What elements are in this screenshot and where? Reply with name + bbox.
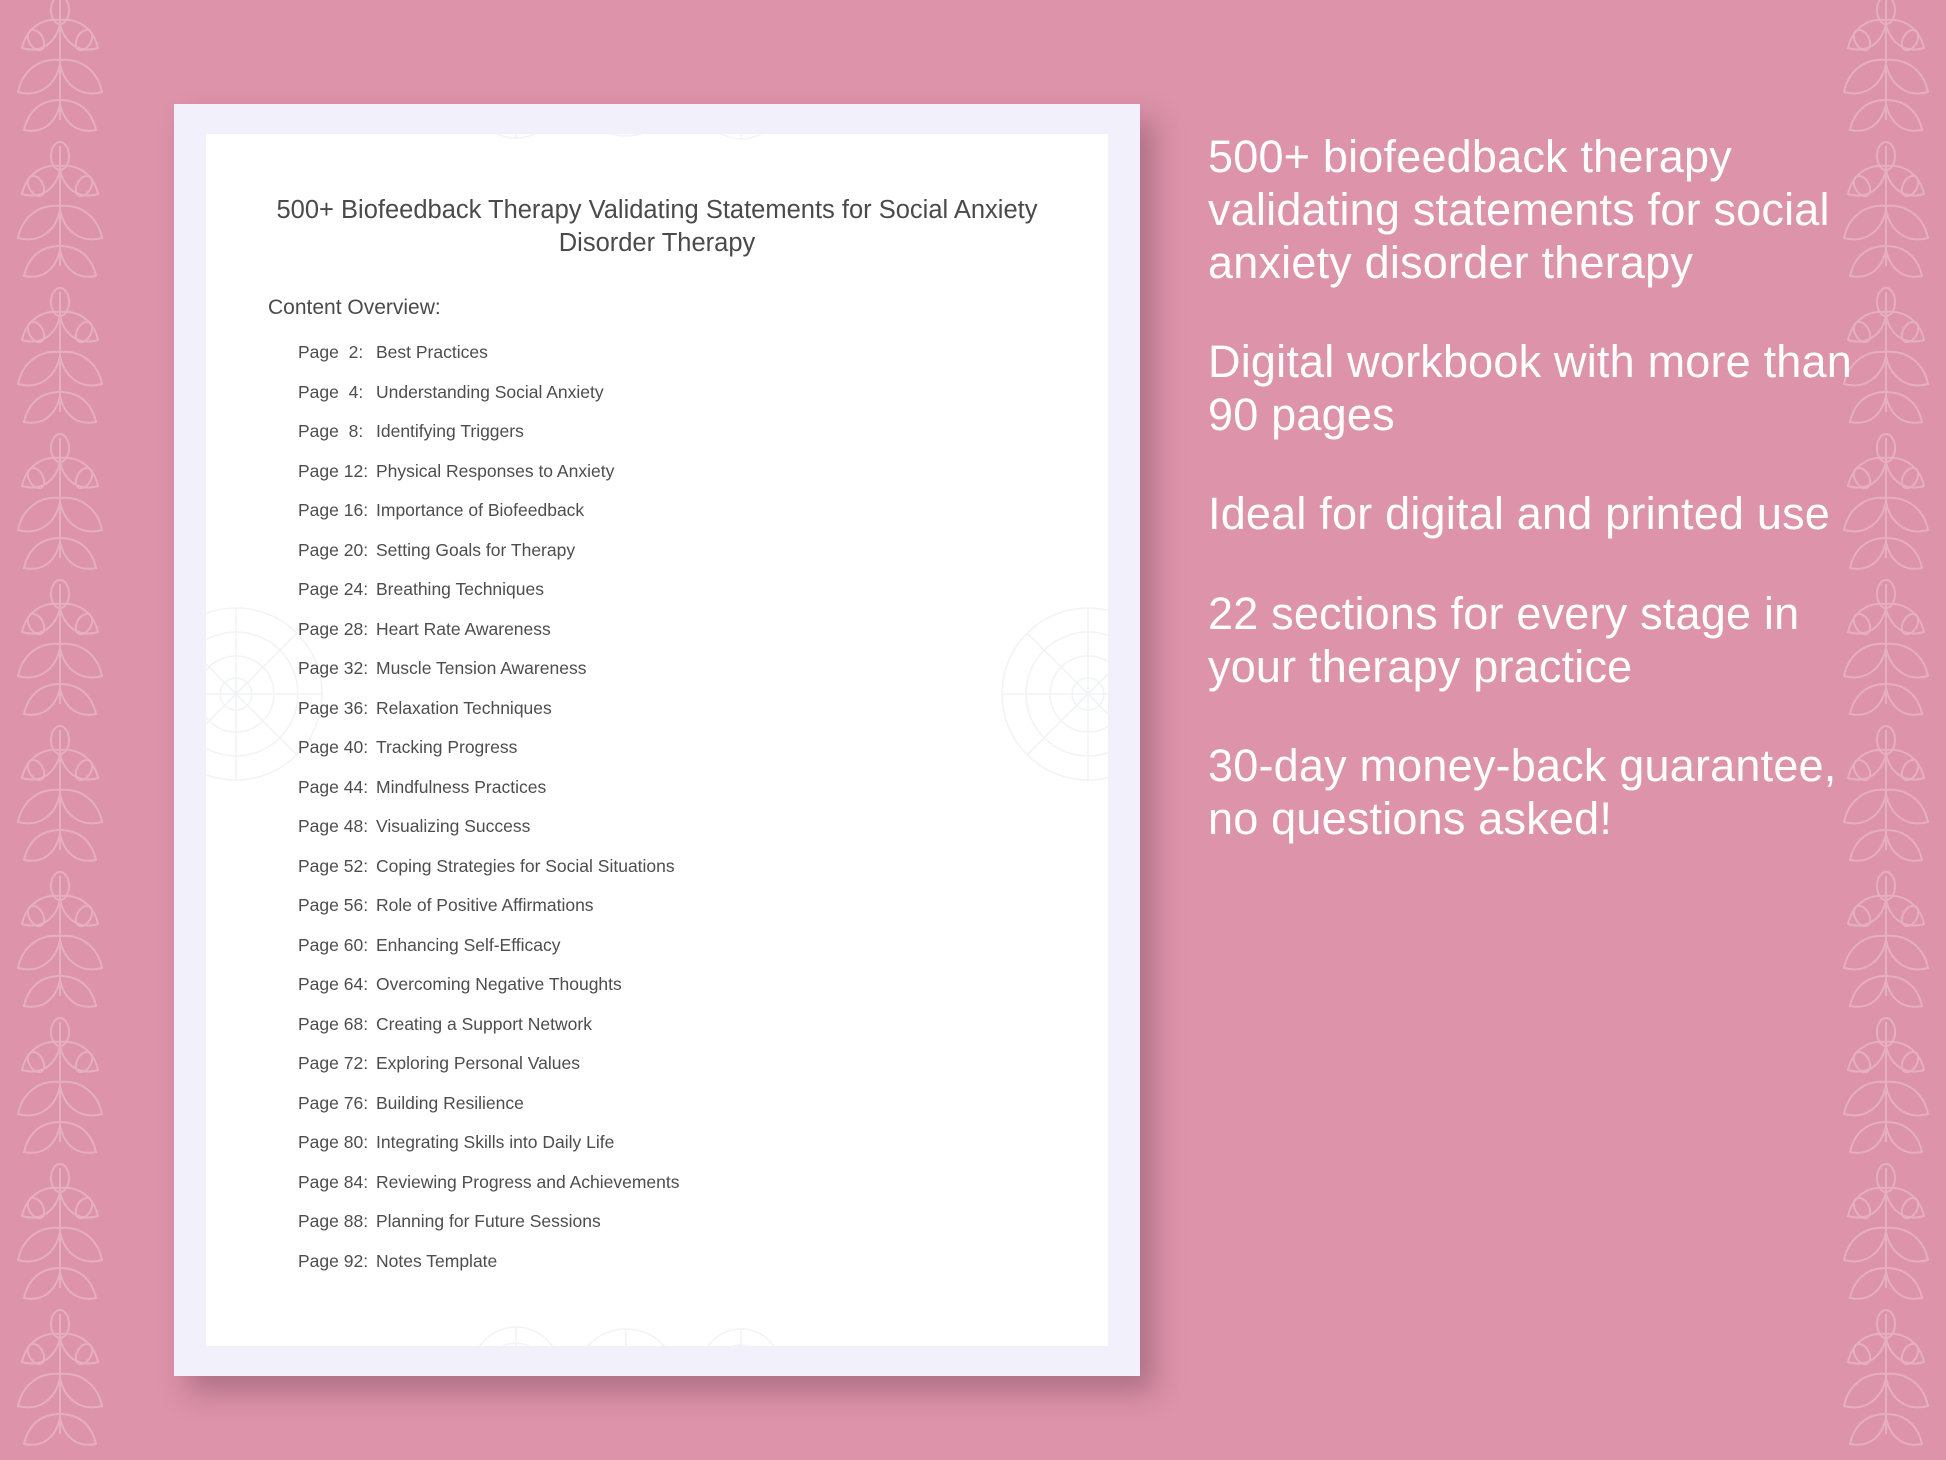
marketing-feature-usage: Ideal for digital and printed use	[1208, 488, 1831, 540]
toc-row	[298, 1093, 1068, 1133]
marketing-copy	[1180, 0, 1946, 1460]
toc-section-title: Understanding Social Anxiety	[376, 381, 604, 402]
toc-row	[298, 777, 1068, 817]
content-overview-label: Content Overview:	[268, 296, 441, 319]
toc-row	[298, 856, 1068, 896]
toc-section-title: Best Practices	[376, 342, 488, 362]
toc-page-number: Page 24:	[298, 579, 369, 599]
toc-page-number: Page 76:	[298, 1092, 369, 1113]
toc-section-title: Exploring Personal Values	[376, 1053, 580, 1073]
toc-row	[298, 1014, 1068, 1054]
toc-page-number: Page 36:	[298, 697, 369, 718]
toc-row	[298, 698, 1068, 738]
toc-page-number: Page 72:	[298, 1053, 369, 1073]
toc-page-number: Page 32:	[298, 658, 369, 678]
toc-page-number: Page 92:	[298, 1250, 369, 1271]
toc-page-number: Page 2:	[298, 342, 364, 362]
toc-page-number: Page 84:	[298, 1171, 369, 1192]
toc-page-number: Page 4:	[298, 381, 364, 402]
toc-section-title: Integrating Skills into Daily Life	[376, 1132, 615, 1152]
toc-section-title: Role of Positive Affirmations	[376, 895, 594, 915]
toc-row	[298, 1251, 1068, 1291]
toc-section-title: Overcoming Negative Thoughts	[376, 974, 622, 994]
toc-section-title: Coping Strategies for Social Situations	[376, 855, 675, 876]
toc-page-number: Page 64:	[298, 974, 369, 994]
toc-section-title: Relaxation Techniques	[376, 697, 552, 718]
toc-section-title: Creating a Support Network	[376, 1013, 592, 1034]
paper-mat	[174, 104, 1140, 1376]
toc-page-number: Page 56:	[298, 895, 369, 915]
marketing-feature-pages: Digital workbook with more than 90 pages	[1208, 336, 1852, 441]
marketing-feature-sections: 22 sections for every stage in your therapy practice	[1208, 587, 1800, 692]
toc-row	[298, 816, 1068, 856]
toc-page-number: Page 12:	[298, 460, 369, 481]
toc-section-title: Muscle Tension Awareness	[376, 658, 587, 678]
toc-row	[298, 500, 1068, 540]
toc-section-title: Identifying Triggers	[376, 421, 524, 441]
toc-page-number: Page 44:	[298, 776, 369, 797]
toc-page-number: Page 20:	[298, 539, 369, 560]
toc-section-title: Building Resilience	[376, 1092, 524, 1113]
toc-section-title: Physical Responses to Anxiety	[376, 460, 615, 481]
toc-section-title: Setting Goals for Therapy	[376, 539, 576, 560]
toc-row	[298, 382, 1068, 422]
toc-row	[298, 658, 1068, 698]
toc-row	[298, 1211, 1068, 1251]
toc-section-title: Reviewing Progress and Achievements	[376, 1171, 680, 1192]
table-of-contents	[298, 342, 1068, 1290]
toc-page-number: Page 8:	[298, 421, 364, 441]
toc-page-number: Page 52:	[298, 855, 369, 876]
toc-page-number: Page 48:	[298, 816, 369, 836]
marketing-headline: 500+ biofeedback therapy validating statements for social anxiety disorder therapy	[1208, 131, 1830, 289]
toc-row	[298, 461, 1068, 501]
toc-section-title: Heart Rate Awareness	[376, 618, 551, 639]
toc-row	[298, 974, 1068, 1014]
toc-page-number: Page 60:	[298, 934, 369, 955]
toc-section-title: Planning for Future Sessions	[376, 1211, 601, 1231]
paper-page	[206, 134, 1108, 1346]
toc-section-title: Enhancing Self-Efficacy	[376, 934, 561, 955]
toc-section-title: Notes Template	[376, 1250, 498, 1271]
toc-section-title: Visualizing Success	[376, 816, 531, 836]
toc-section-title: Breathing Techniques	[376, 579, 544, 599]
page-title: 500+ Biofeedback Therapy Validating Statements for Social Anxiety Disorder Therapy	[276, 196, 1038, 257]
toc-section-title: Tracking Progress	[376, 737, 518, 757]
toc-row	[298, 579, 1068, 619]
toc-row	[298, 737, 1068, 777]
toc-row	[298, 895, 1068, 935]
toc-row	[298, 935, 1068, 975]
toc-section-title: Mindfulness Practices	[376, 776, 547, 797]
toc-row	[298, 540, 1068, 580]
toc-page-number: Page 28:	[298, 618, 369, 639]
toc-row	[298, 421, 1068, 461]
toc-row	[298, 619, 1068, 659]
marketing-guarantee: 30-day money-back guarantee, no questions asked!	[1208, 739, 1837, 844]
toc-page-number: Page 16:	[298, 500, 369, 520]
toc-page-number: Page 40:	[298, 737, 369, 757]
toc-row	[298, 1132, 1068, 1172]
toc-section-title: Importance of Biofeedback	[376, 500, 585, 520]
toc-row	[298, 1172, 1068, 1212]
toc-page-number: Page 68:	[298, 1013, 369, 1034]
toc-row	[298, 342, 1068, 382]
toc-page-number: Page 88:	[298, 1211, 369, 1231]
toc-row	[298, 1053, 1068, 1093]
toc-page-number: Page 80:	[298, 1132, 369, 1152]
